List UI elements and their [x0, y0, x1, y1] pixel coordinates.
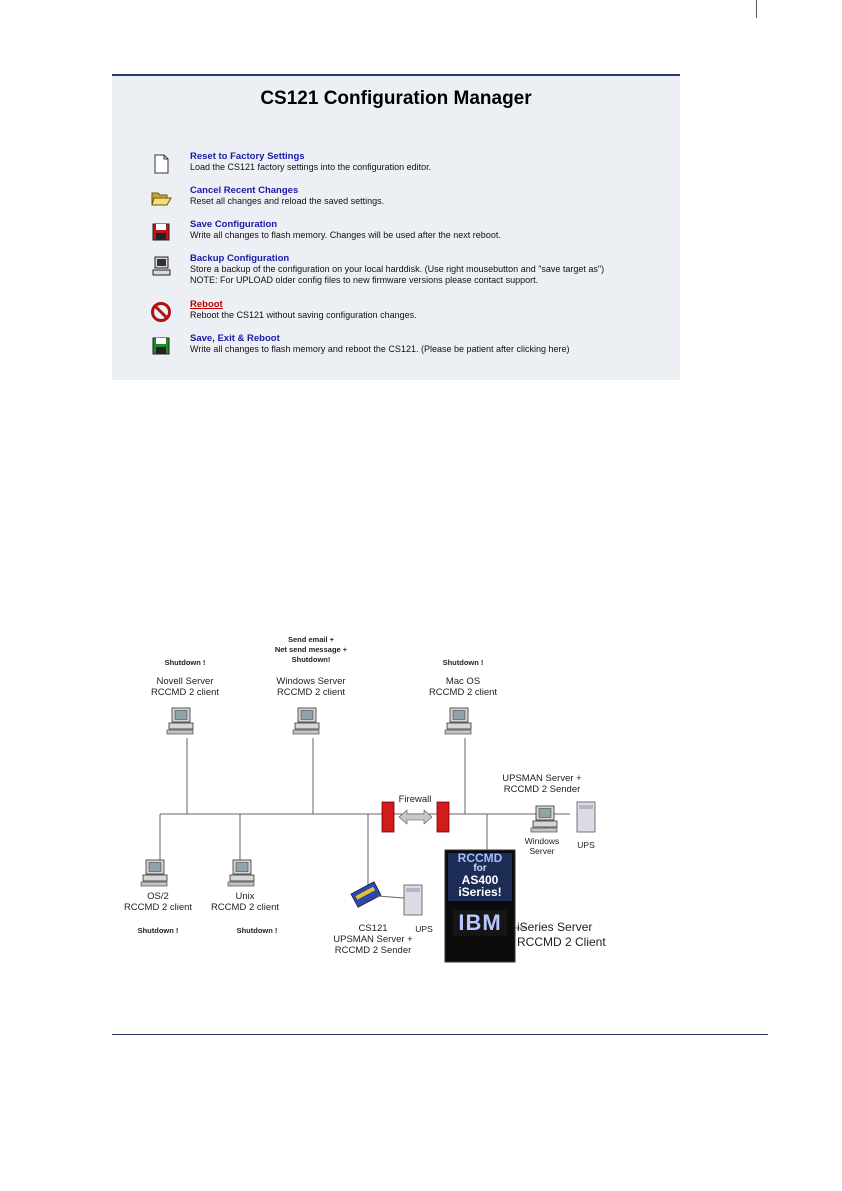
menu-item-reset-factory[interactable]	[112, 151, 680, 185]
network-diagram	[115, 628, 615, 976]
backup-config-description: Store a backup of the configuration on your local harddisk. (Use right mousebutton and "save target as")	[190, 264, 605, 274]
save-config-description: Write all changes to flash memory. Changes will be used after the next reboot.	[190, 230, 501, 240]
upsman-pc-label2: Server	[529, 846, 555, 856]
cs121-card-icon	[351, 882, 381, 907]
upsman-ups-label: UPS	[577, 840, 595, 850]
firewall-icon	[382, 802, 449, 832]
unix-action-label: Shutdown !	[236, 926, 278, 935]
menu-item-save-exit-reboot[interactable]	[112, 333, 680, 367]
upsman-ups-icon	[577, 802, 595, 832]
iseries-screen-line4: iSeries!	[458, 885, 502, 899]
iseries-screen-line2: for	[473, 863, 487, 874]
upsman-line2-label: RCCMD 2 Sender	[503, 784, 581, 795]
cs121-line1-label: UPSMAN Server +	[333, 934, 413, 945]
macos-action-label: Shutdown !	[442, 658, 484, 667]
windows-action-line1: Send email +	[287, 635, 335, 644]
green-floppy-disk-icon	[150, 335, 172, 357]
footer-rule	[112, 1034, 768, 1035]
save-exit-reboot-description: Write all changes to flash memory and reboot the CS121. (Please be patient after clicking here)	[190, 344, 570, 354]
prohibited-icon	[150, 301, 172, 323]
menu-item-backup-config[interactable]	[112, 253, 680, 297]
cs121-ups-label: UPS	[415, 924, 433, 934]
os2-computer-icon	[141, 860, 167, 886]
windows-action-line3: Shutdown!	[291, 655, 331, 664]
reset-factory-description: Load the CS121 factory settings into the configuration editor.	[190, 162, 432, 172]
iseries-client-label: RCCMD 2 Client	[517, 935, 606, 949]
novell-server-computer-icon	[167, 708, 193, 734]
os2-name-label: OS/2	[147, 891, 169, 902]
windows-action-line2: Net send message +	[274, 645, 348, 654]
unix-role-label: RCCMD 2 client	[210, 902, 280, 913]
cs121-name-label: CS121	[358, 923, 388, 934]
firewall-label: Firewall	[398, 794, 432, 805]
backup-config-link[interactable]: Backup Configuration	[190, 253, 290, 264]
top-margin-line	[756, 0, 757, 18]
config-manager-panel	[112, 74, 680, 380]
macos-name-label: Mac OS	[445, 676, 481, 687]
backup-config-note: NOTE: For UPLOAD older config files to new firmware versions please contact support.	[190, 275, 539, 285]
os2-role-label: RCCMD 2 client	[123, 902, 193, 913]
windows-role-label: RCCMD 2 client	[276, 687, 346, 698]
windows-server-computer-icon	[293, 708, 319, 734]
computer-icon	[150, 255, 172, 277]
unix-name-label: Unix	[235, 891, 255, 902]
upsman-pc-label: Windows	[524, 836, 560, 846]
cancel-changes-description: Reset all changes and reload the saved settings.	[190, 196, 385, 206]
iseries-server-label: iSeries Server	[517, 920, 593, 934]
menu-item-reboot[interactable]	[112, 299, 680, 333]
page-title: CS121 Configuration Manager	[260, 88, 532, 109]
macos-role-label: RCCMD 2 client	[428, 687, 498, 698]
save-exit-reboot-link[interactable]: Save, Exit & Reboot	[190, 333, 280, 344]
ibm-logo: IBM	[458, 910, 502, 935]
unix-computer-icon	[228, 860, 254, 886]
open-folder-icon	[150, 187, 172, 209]
windows-name-label: Windows Server	[276, 676, 346, 687]
menu-item-cancel-changes[interactable]	[112, 185, 680, 219]
red-floppy-disk-icon	[150, 221, 172, 243]
upsman-windows-computer-icon	[531, 806, 557, 832]
os2-action-label: Shutdown !	[137, 926, 179, 935]
blank-document-icon	[150, 153, 172, 175]
reset-factory-link[interactable]: Reset to Factory Settings	[190, 151, 305, 162]
novell-role-label: RCCMD 2 client	[150, 687, 220, 698]
cs121-ups-icon	[404, 885, 422, 915]
mac-os-computer-icon	[445, 708, 471, 734]
reboot-link[interactable]: Reboot	[190, 299, 223, 310]
reboot-description: Reboot the CS121 without saving configuration changes.	[190, 310, 417, 320]
novell-action-label: Shutdown !	[164, 658, 206, 667]
cancel-changes-link[interactable]: Cancel Recent Changes	[190, 185, 299, 196]
novell-name-label: Novell Server	[156, 676, 214, 687]
upsman-line1-label: UPSMAN Server +	[502, 773, 582, 784]
iseries-screen-line1: RCCMD	[457, 851, 503, 865]
menu-item-save-config[interactable]	[112, 219, 680, 253]
cs121-line2-label: RCCMD 2 Sender	[334, 945, 412, 956]
iseries-screen-line3: AS400	[461, 873, 499, 887]
save-config-link[interactable]: Save Configuration	[190, 219, 278, 230]
